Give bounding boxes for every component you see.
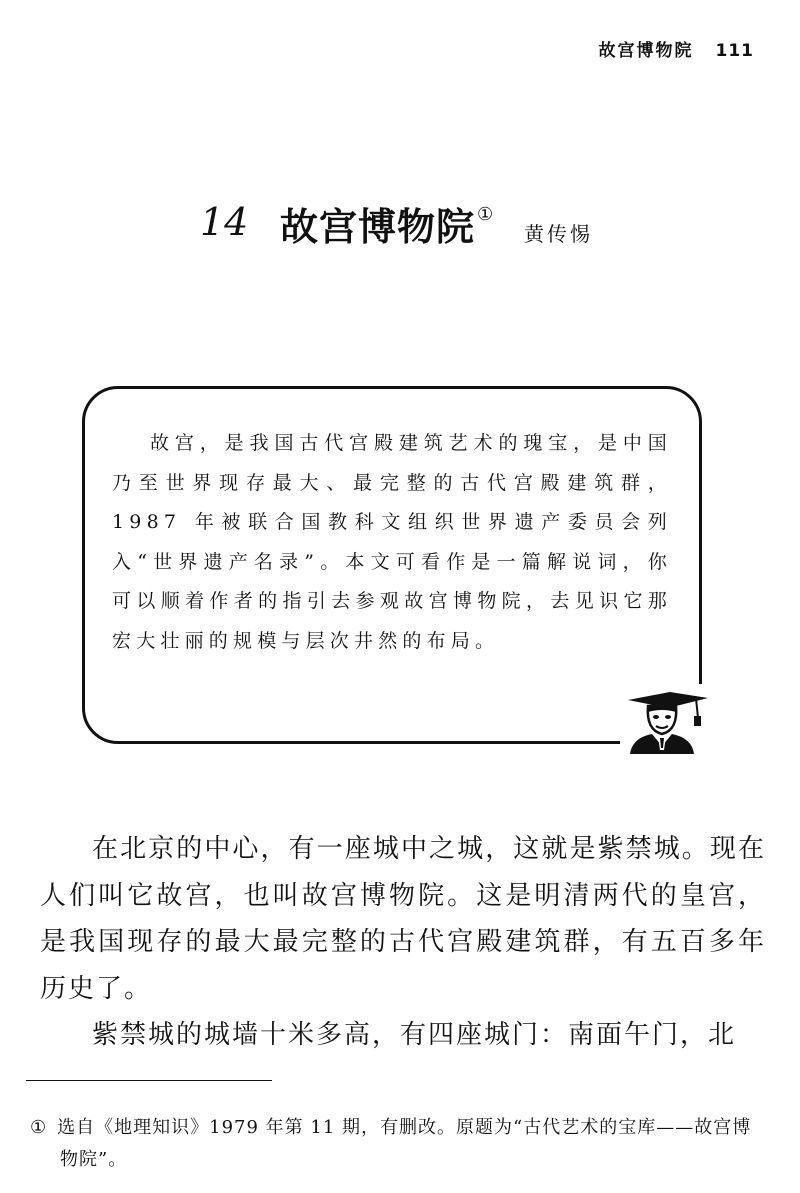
page-number: 111 bbox=[715, 41, 754, 61]
body-paragraph-2: 紫禁城的城墙十米多高，有四座城门：南面午门，北 bbox=[92, 1020, 737, 1050]
footnote-reference[interactable]: ① bbox=[477, 204, 495, 225]
running-head-title: 故宫博物院 bbox=[598, 41, 694, 61]
footnote bbox=[30, 1112, 762, 1176]
teacher-with-mortarboard-icon bbox=[622, 686, 712, 754]
body-text bbox=[40, 826, 766, 1059]
author-name: 黄传惕 bbox=[524, 222, 593, 246]
footnote-mark: ① bbox=[30, 1117, 48, 1138]
lesson-title-text: 故宫博物院 bbox=[280, 205, 476, 249]
footnote-text: 选自《地理知识》1979 年第 11 期，有删改。原题为“古代艺术的宝库——故宫博物院”。 bbox=[57, 1117, 752, 1170]
running-head bbox=[599, 36, 755, 61]
lesson-number: 14 bbox=[200, 200, 249, 244]
intro-text: 故宫，是我国古代宫殿建筑艺术的瑰宝，是中国乃至世界现存最大、最完整的古代宫殿建筑群，1987 年被联合国教科文组织世界遗产委员会列入“世界遗产名录”。本文可看作是一篇解说词，你可以顺着作者的指引去参观故宫博物院，去见识它那宏大壮丽的规模与层次井然的布局。 bbox=[112, 432, 672, 652]
lesson-title bbox=[280, 196, 494, 251]
lesson-title-block bbox=[200, 196, 760, 252]
footnote-divider bbox=[26, 1080, 272, 1081]
body-paragraph-1: 在北京的中心，有一座城中之城，这就是紫禁城。现在人们叫它故宫，也叫故宫博物院。这是明清两代的皇宫，是我国现存的最大最完整的古代宫殿建筑群，有五百多年历史了。 bbox=[40, 834, 766, 1004]
